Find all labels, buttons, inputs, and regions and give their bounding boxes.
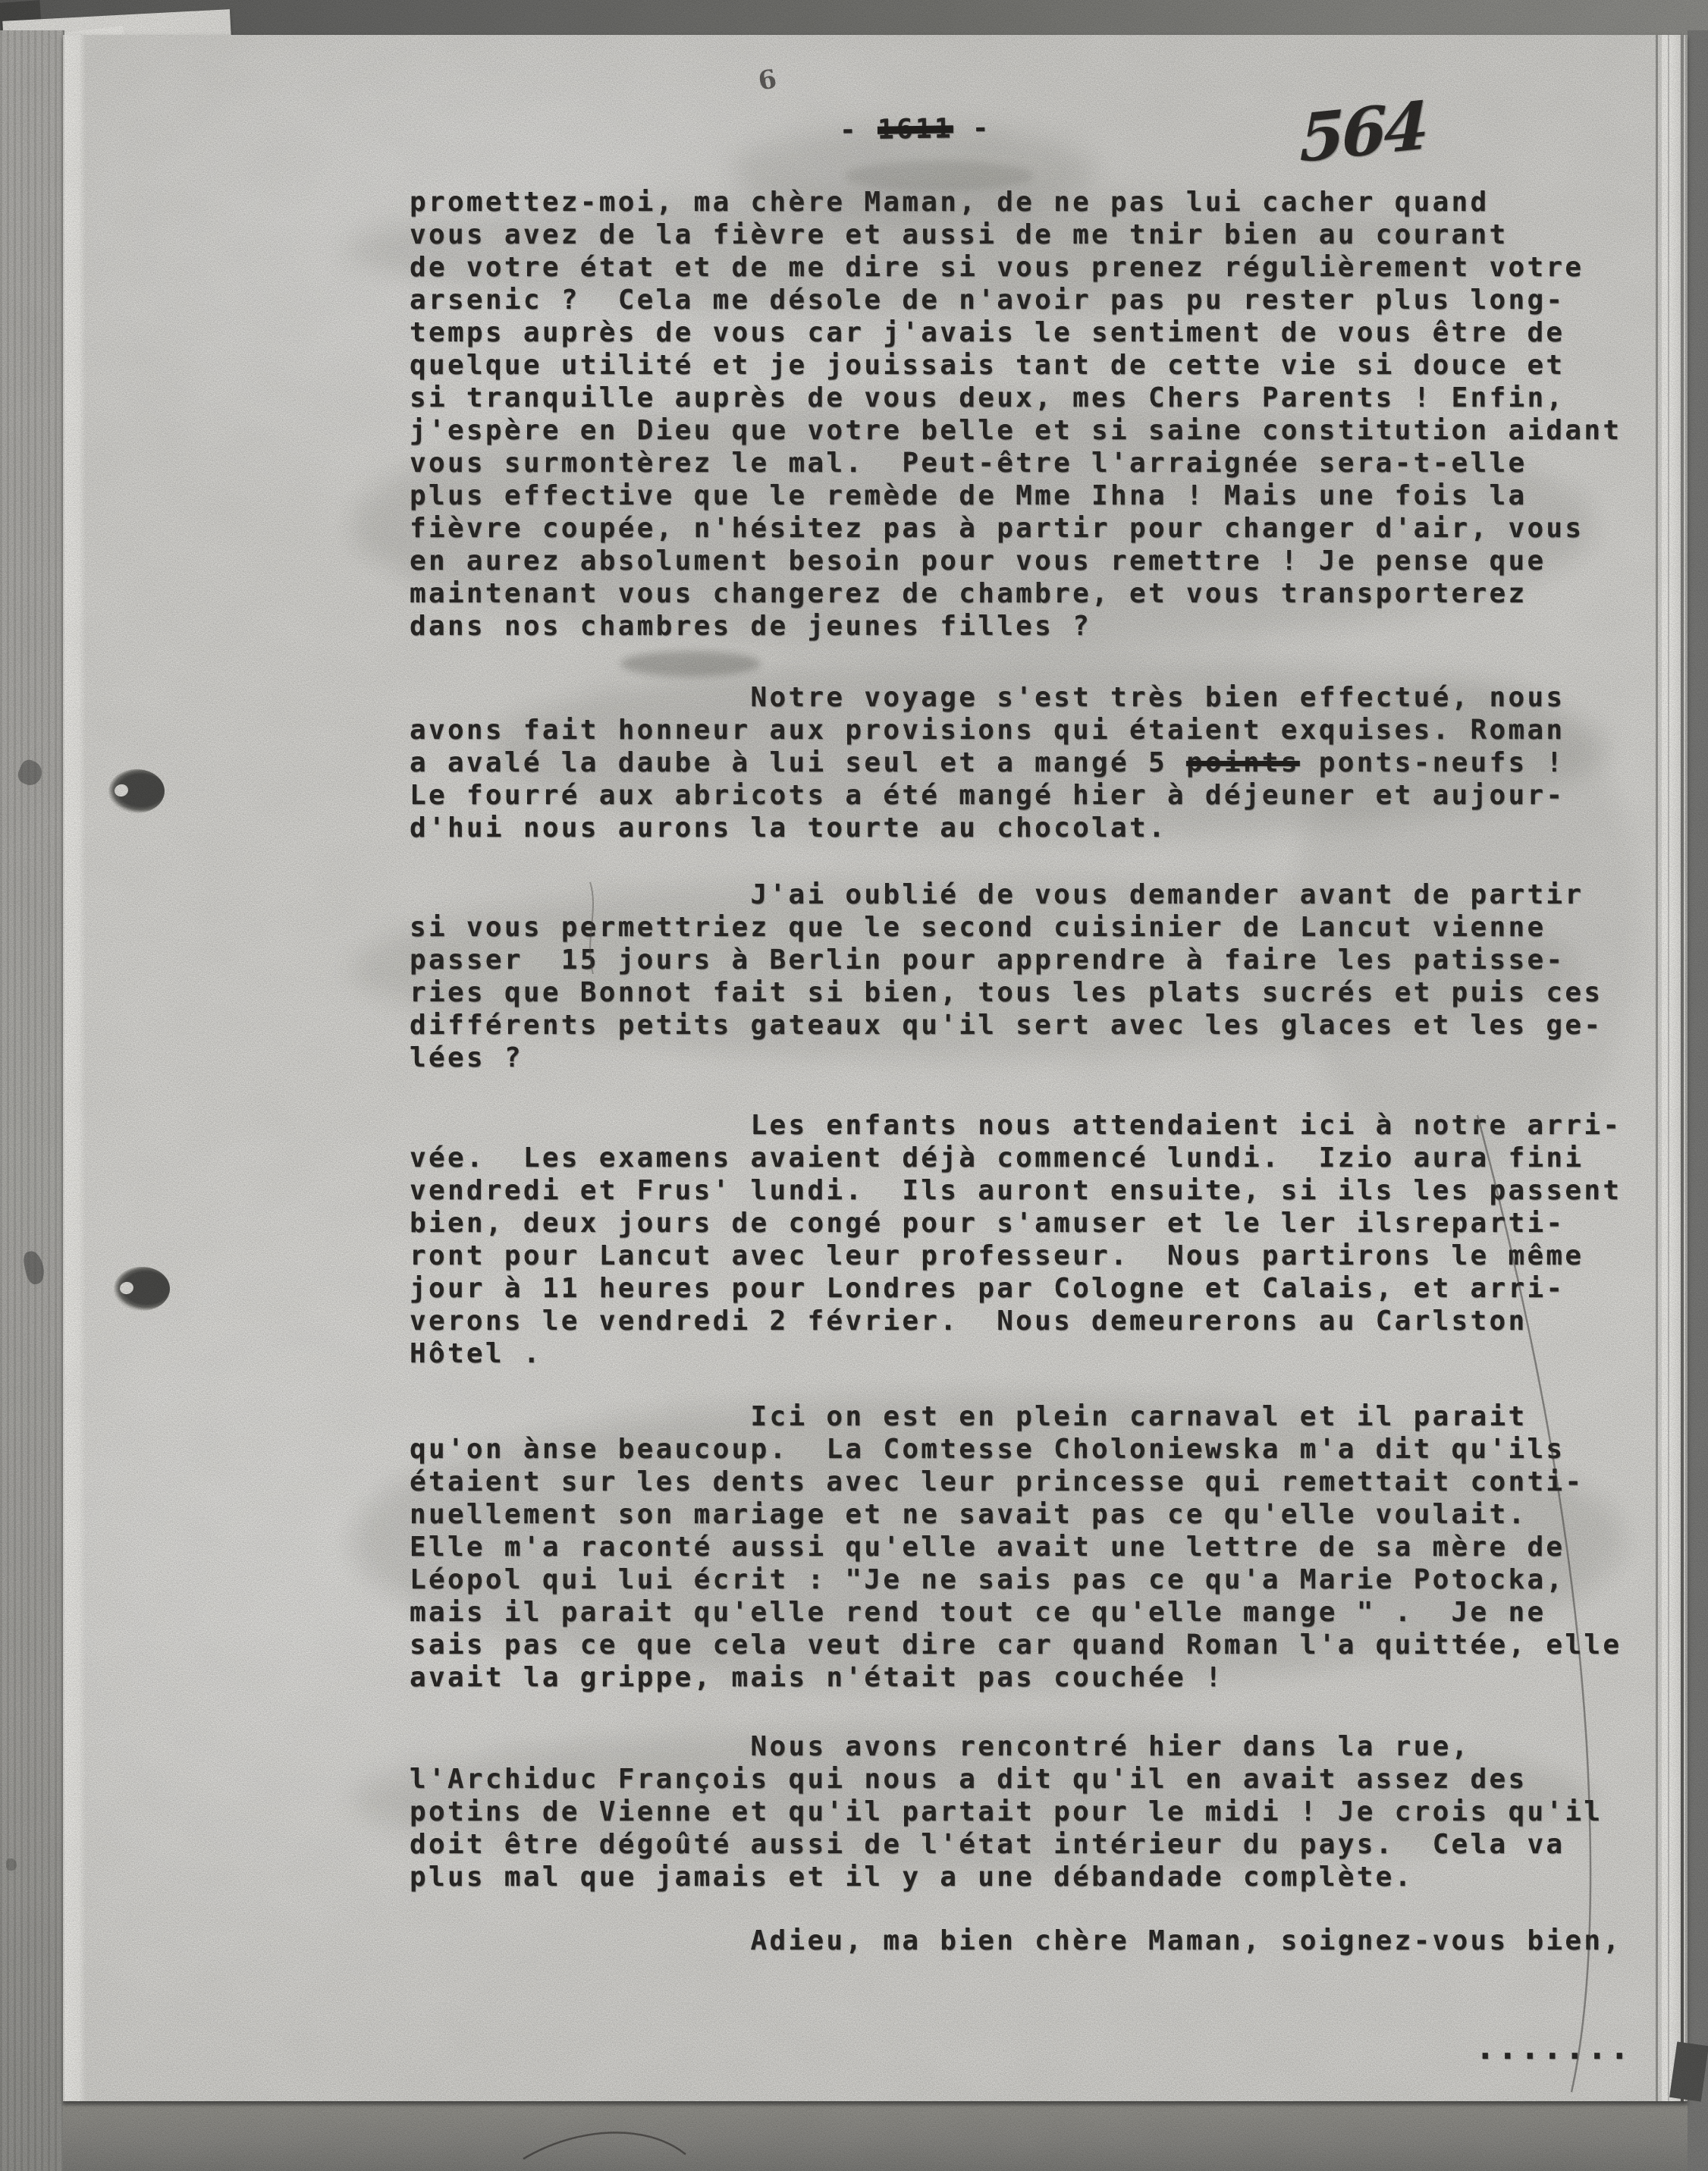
hole-punch-bottom [114, 1267, 170, 1311]
typed-line: arsenic ? Cela me désole de n'avoir pas pu rester plus long- [410, 284, 1565, 316]
handwritten-page-number: 564 [1299, 86, 1427, 178]
typed-line: Les enfants nous attendaient ici à notre arri- [410, 1110, 1622, 1141]
typed-line: vous surmontèrez le mal. Peut-être l'arraignée sera-t-elle [410, 448, 1527, 479]
typed-line: différents petits gateaux qu'il sert avec les glaces et les ge- [410, 1010, 1603, 1041]
typed-line: sais pas ce que cela veut dire car quand Roman l'a quittée, elle [410, 1629, 1622, 1660]
typed-line: plus effective que le remède de Mme Ihna ! Mais une fois la [410, 480, 1527, 511]
typed-line: J'ai oublié de vous demander avant de partir [410, 879, 1584, 910]
typed-line: fièvre coupée, n'hésitez pas à partir pour changer d'air, vous [410, 513, 1584, 544]
page-fold-line [1681, 35, 1684, 2101]
typed-line: si vous permettriez que le second cuisinier de Lancut vienne [410, 912, 1546, 943]
typed-line: lées ? [410, 1042, 523, 1073]
page-right-edge [1685, 35, 1688, 2101]
letter-paragraph [410, 186, 1622, 643]
page-stack-edge [0, 30, 64, 2171]
typed-line: potins de Vienne et qu'il partait pour le midi ! Je crois qu'il [410, 1796, 1603, 1827]
typed-line: en aurez absolument besoin pour vous remettre ! Je pense que [410, 545, 1546, 577]
page-fold-line [1656, 35, 1658, 2101]
struck-word: points [1185, 747, 1300, 778]
typed-line: Léopol qui lui écrit : "Je ne sais pas ce qu'a Marie Potocka, [410, 1564, 1565, 1595]
typed-line: d'hui nous aurons la tourte au chocolat. [410, 812, 1167, 844]
typed-line: verons le vendredi 2 février. Nous demeurerons au Carlston [410, 1305, 1527, 1337]
typed-line: Notre voyage s'est très bien effectué, nous [410, 682, 1565, 713]
typed-line: Nous avons rencontré hier dans la rue, [410, 1731, 1471, 1762]
typed-line: Elle m'a raconté aussi qu'elle avait une lettre de sa mère de [410, 1532, 1565, 1563]
typed-line: bien, deux jours de congé pour s'amuser et le ler ilsreparti- [410, 1208, 1565, 1239]
page-fold-line [1668, 35, 1669, 2101]
typed-line: vée. Les examens avaient déjà commencé lundi. Izio aura fini [410, 1142, 1584, 1173]
letter-paragraph [410, 681, 1565, 844]
typed-line: Hôtel . [410, 1338, 542, 1369]
typed-line: vendredi et Frus' lundi. Ils auront ensuite, si ils les passent [410, 1175, 1622, 1206]
lit-page-edge [64, 35, 86, 2101]
letter-paragraph [410, 1924, 1622, 1957]
letter-paragraph [410, 1730, 1603, 1893]
letter-paragraph [410, 1109, 1622, 1370]
typed-line: avons fait honneur aux provisions qui étaient exquises. Roman [410, 715, 1565, 746]
typed-line: mais il parait qu'elle rend tout ce qu'elle mange " . Je ne [410, 1597, 1546, 1628]
letter-paragraph [410, 878, 1603, 1074]
stray-pen-mark: 6 [755, 64, 779, 97]
typed-line: ries que Bonnot fait si bien, tous les plats sucrés et puis ces [410, 977, 1603, 1008]
typed-line: avait la grippe, mais n'était pas couchée ! [410, 1662, 1224, 1693]
typed-line: l'Archiduc François qui nous a dit qu'il en avait assez des [410, 1764, 1527, 1795]
typed-line: a avalé la daube à lui seul et a mangé 5 points ponts-neufs ! [410, 747, 1565, 778]
typed-line: si tranquille auprès de vous deux, mes Chers Parents ! Enfin, [410, 382, 1565, 413]
ellipsis-dots: ....... [1475, 2028, 1632, 2067]
scan-top-shadow-band [0, 0, 1708, 36]
paper-fleck [6, 1858, 17, 1871]
background-bottom [63, 2101, 1688, 2171]
typed-line: promettez-moi, ma chère Maman, de ne pas lui cacher quand [410, 187, 1490, 218]
page-fold-highlight [1662, 35, 1680, 2101]
letter-paragraph [410, 1400, 1622, 1694]
typed-line: Le fourré aux abricots a été mangé hier à déjeuner et aujour- [410, 780, 1565, 811]
typed-line: doit être dégoûté aussi de l'état intérieur du pays. Cela va [410, 1829, 1565, 1860]
paper-fleck [22, 1249, 47, 1286]
typed-line: ront pour Lancut avec leur professeur. Nous partirons le même [410, 1240, 1584, 1271]
struck-number-prefix: - [839, 114, 878, 146]
background-right [1688, 30, 1708, 2171]
typed-line: j'espère en Dieu que votre belle et si saine constitution aidant [410, 415, 1622, 446]
typed-line: étaient sur les dents avec leur princesse qui remettait conti- [410, 1466, 1584, 1497]
typed-line: plus mal que jamais et il y a une débandade complète. [410, 1862, 1414, 1893]
typed-line: vous avez de la fièvre et aussi de me tnir bien au courant [410, 219, 1509, 250]
typed-line: Adieu, ma bien chère Maman, soignez-vous bien, [410, 1925, 1622, 1956]
letter-paper [63, 35, 1688, 2101]
typed-line: quelque utilité et je jouissais tant de cette vie si douce et [410, 350, 1565, 381]
typed-line: dans nos chambres de jeunes filles ? [410, 611, 1092, 642]
ink-smudge [620, 651, 761, 677]
paper-fleck [15, 757, 46, 788]
typed-line: jour à 11 heures pour Londres par Cologne et Calais, et arri- [410, 1273, 1565, 1304]
typed-line: qu'on ànse beaucoup. La Comtesse Choloniewska m'a dit qu'ils [410, 1434, 1565, 1465]
typed-line: temps auprès de vous car j'avais le sentiment de vous être de [410, 317, 1565, 348]
struck-page-number [840, 113, 991, 146]
hole-punch-top [108, 769, 165, 813]
typed-line: Ici on est en plein carnaval et il parait [410, 1401, 1527, 1432]
struck-number-suffix: - [953, 112, 992, 145]
typed-line: passer 15 jours à Berlin pour apprendre à faire les patisse- [410, 944, 1565, 976]
struck-number-value: 1611 [877, 113, 954, 146]
typed-line: nuellement son mariage et ne savait pas ce qu'elle voulait. [410, 1499, 1527, 1530]
typed-line: maintenant vous changerez de chambre, et vous transporterez [410, 578, 1527, 609]
typed-line: de votre état et de me dire si vous prenez régulièrement votre [410, 252, 1584, 283]
